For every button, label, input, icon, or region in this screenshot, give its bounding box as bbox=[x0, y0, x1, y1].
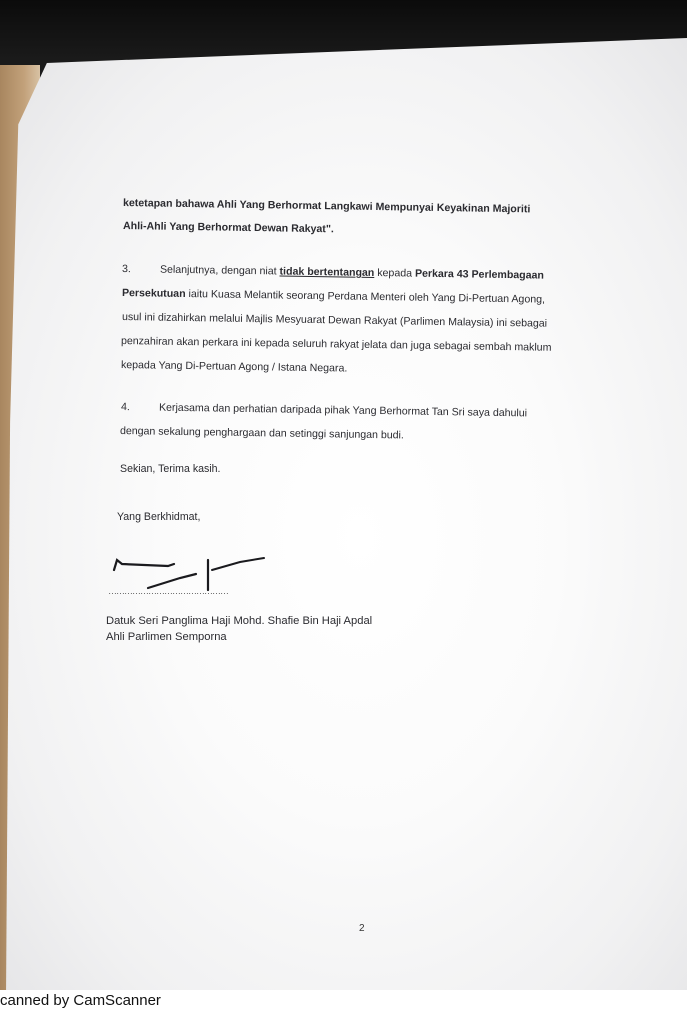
signer-block bbox=[106, 613, 372, 645]
para3-line-4: penzahiran akan perkara ini kepada seluruh rakyat jelata dan juga sebagai sembah maklum bbox=[120, 335, 552, 354]
para3-line-1 bbox=[122, 259, 544, 287]
para4-number: 4. bbox=[120, 401, 130, 414]
para4-line-1 bbox=[121, 397, 527, 425]
intro-line-1: ketetapan bahawa Ahli Yang Berhormat Langkawi Mempunyai Keyakinan Majoriti bbox=[122, 197, 531, 216]
para3-article: Perkara 43 Perlembagaan bbox=[414, 267, 545, 282]
intro-line-2: Ahli-Ahli Yang Berhormat Dewan Rakyat". bbox=[122, 220, 334, 236]
para3-line2-rest: iaitu Kuasa Melantik seorang Perdana Menteri oleh Yang Di-Pertuan Agong, bbox=[185, 287, 546, 306]
signer-name: Datuk Seri Panglima Haji Mohd. Shafie Bin Haji Apdal bbox=[106, 615, 373, 627]
para3-line-2 bbox=[122, 283, 545, 311]
closing-line: Sekian, Terima kasih. bbox=[120, 463, 221, 475]
para4-text: Kerjasama dan perhatian daripada pihak Yang Berhormat Tan Sri saya dahului bbox=[158, 401, 528, 420]
para3-persekutuan: Persekutuan bbox=[121, 287, 186, 300]
para3-emphasis: tidak bertentangan bbox=[279, 265, 375, 279]
scanner-footer bbox=[0, 990, 687, 1025]
sign-off-line: Yang Berkhidmat, bbox=[117, 511, 201, 523]
para3-text-c: kepada bbox=[374, 266, 416, 280]
page-number: 2 bbox=[359, 923, 365, 934]
para3-line-3: usul ini dizahirkan melalui Majlis Mesyuarat Dewan Rakyat (Parlimen Malaysia) ini sebagai bbox=[121, 311, 548, 330]
signer-title: Ahli Parlimen Semporna bbox=[106, 631, 227, 643]
para4-line-2: dengan sekalung penghargaan dan setinggi sanjungan budi. bbox=[119, 425, 404, 442]
para3-line-5: kepada Yang Di-Pertuan Agong / Istana Negara. bbox=[120, 359, 348, 375]
para3-text-a: Selanjutnya, dengan niat bbox=[159, 263, 280, 278]
scanner-watermark: canned by CamScanner bbox=[0, 992, 161, 1009]
signature-dotted-line: ……………………………………… bbox=[108, 586, 228, 596]
para3-number: 3. bbox=[121, 263, 131, 276]
